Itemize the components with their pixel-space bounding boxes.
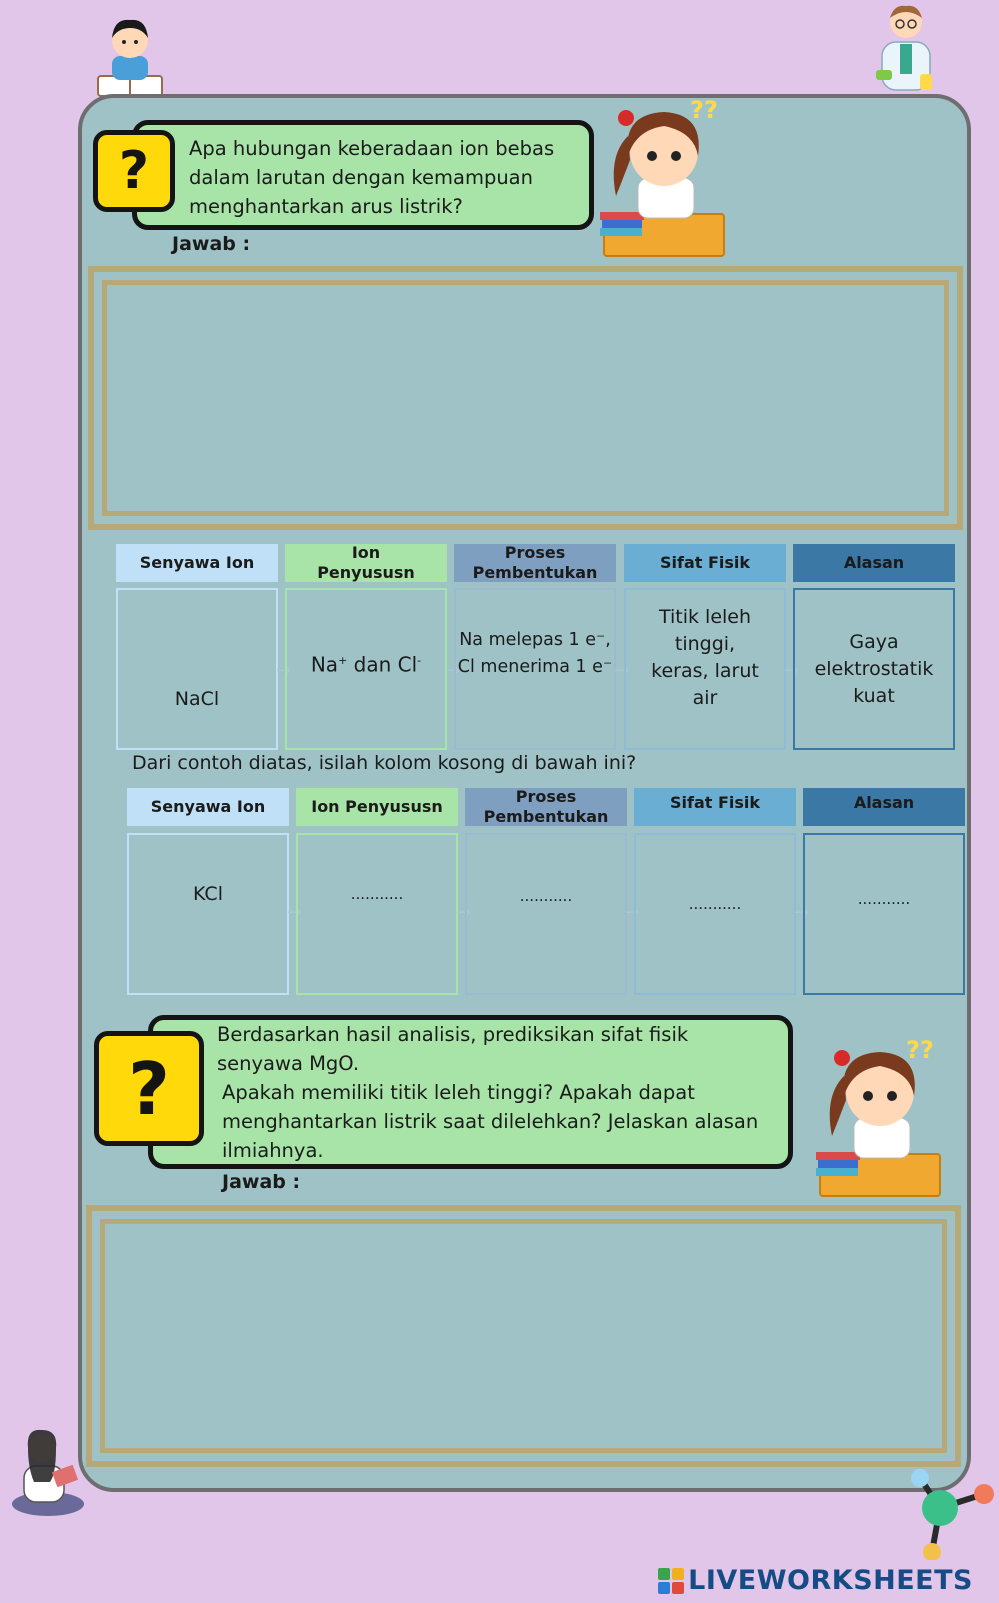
- arrow-icon: →: [784, 660, 800, 681]
- example-alasan-value: Gaya elektrostatik kuat: [814, 630, 934, 707]
- answer-area-1[interactable]: [88, 266, 963, 530]
- question-1-box: [132, 120, 594, 230]
- exercise-input-ion[interactable]: [296, 833, 458, 995]
- question-2-box: [148, 1015, 793, 1169]
- liveworksheets-logo[interactable]: [658, 1565, 973, 1596]
- brand-name: LIVEWORKSHEETS: [688, 1565, 973, 1596]
- question-2-line-1: Berdasarkan hasil analisis, prediksikan sifat fisik senyawa MgO.: [217, 1023, 689, 1075]
- svg-text:??: ??: [906, 1036, 934, 1064]
- answer-area-2[interactable]: [86, 1205, 961, 1467]
- exercise-alasan-placeholder: ...........: [857, 889, 911, 908]
- exercise-senyawa-value: KCl: [193, 882, 223, 905]
- arrow-icon: →: [276, 660, 292, 681]
- question-2-text: [217, 1020, 777, 1165]
- example-header-proses: Proses Pembentukan: [454, 544, 616, 582]
- example-cell-alasan: [793, 588, 955, 750]
- exercise-proses-placeholder: ...........: [519, 886, 573, 905]
- arrow-icon: →: [794, 902, 810, 923]
- svg-text:??: ??: [690, 96, 718, 124]
- answer-area-2-inner-border: [100, 1219, 947, 1453]
- example-header-alasan: Alasan: [793, 544, 955, 582]
- example-sifat-value: Titik leleh tinggi, keras, larut air: [651, 606, 759, 709]
- reading-girl-illustration: [8, 1424, 88, 1518]
- example-ion-value: Na+ dan Cl-: [310, 652, 422, 677]
- arrow-icon: →: [445, 660, 461, 681]
- exercise-header-senyawa: Senyawa Ion: [127, 788, 289, 826]
- thinking-girl-illustration: [814, 1036, 946, 1202]
- exercise-input-proses[interactable]: [465, 833, 627, 995]
- example-proses-value: Na melepas 1 e⁻, Cl menerima 1 e⁻: [457, 630, 613, 677]
- arrow-icon: →: [456, 902, 472, 923]
- exercise-ion-placeholder: ...........: [350, 884, 404, 903]
- example-header-senyawa: Senyawa Ion: [116, 544, 278, 582]
- reading-boy-illustration: [94, 10, 166, 100]
- answer-label-1: Jawab :: [172, 233, 251, 255]
- arrow-icon: →: [625, 902, 641, 923]
- example-cell-proses: [454, 588, 616, 750]
- question-2-line-2: Apakah memiliki titik leleh tinggi? Apakah dapat menghantarkan listrik saat dilelehkan? Jelaskan alasan ilmiahnya.: [222, 1081, 759, 1162]
- answer-label-2: Jawab :: [222, 1171, 301, 1193]
- exercise-header-proses: Proses Pembentukan: [465, 788, 627, 826]
- arrow-icon: →: [287, 902, 303, 923]
- exercise-header-ion: Ion Penyususn: [296, 788, 458, 826]
- arrow-icon: →: [614, 660, 630, 681]
- scientist-illustration: [868, 0, 944, 96]
- question-mark-icon: ?: [94, 1031, 204, 1146]
- brand-logo-icon: [658, 1568, 684, 1594]
- exercise-header-alasan: Alasan: [803, 788, 965, 826]
- thinking-girl-illustration: [598, 96, 730, 262]
- example-cell-ion: [285, 588, 447, 750]
- exercise-header-sifat: Sifat Fisik: [634, 788, 796, 826]
- question-1-text: Apa hubungan keberadaan ion bebas dalam larutan dengan kemampuan menghantarkan arus listrik?: [189, 137, 555, 218]
- answer-area-1-inner-border: [102, 280, 949, 516]
- exercise-input-sifat[interactable]: [634, 833, 796, 995]
- exercise-cell-senyawa: [127, 833, 289, 995]
- molecule-icon: [902, 1468, 994, 1560]
- example-header-sifat: Sifat Fisik: [624, 544, 786, 582]
- question-mark-icon: ?: [93, 130, 175, 212]
- exercise-sifat-placeholder: ...........: [688, 894, 742, 913]
- exercise-input-alasan[interactable]: [803, 833, 965, 995]
- example-senyawa-value: NaCl: [174, 687, 220, 710]
- instruction-text: Dari contoh diatas, isilah kolom kosong di bawah ini?: [132, 752, 637, 774]
- example-cell-senyawa: [116, 588, 278, 750]
- example-cell-sifat: [624, 588, 786, 750]
- example-header-ion: Ion Penyususn: [285, 544, 447, 582]
